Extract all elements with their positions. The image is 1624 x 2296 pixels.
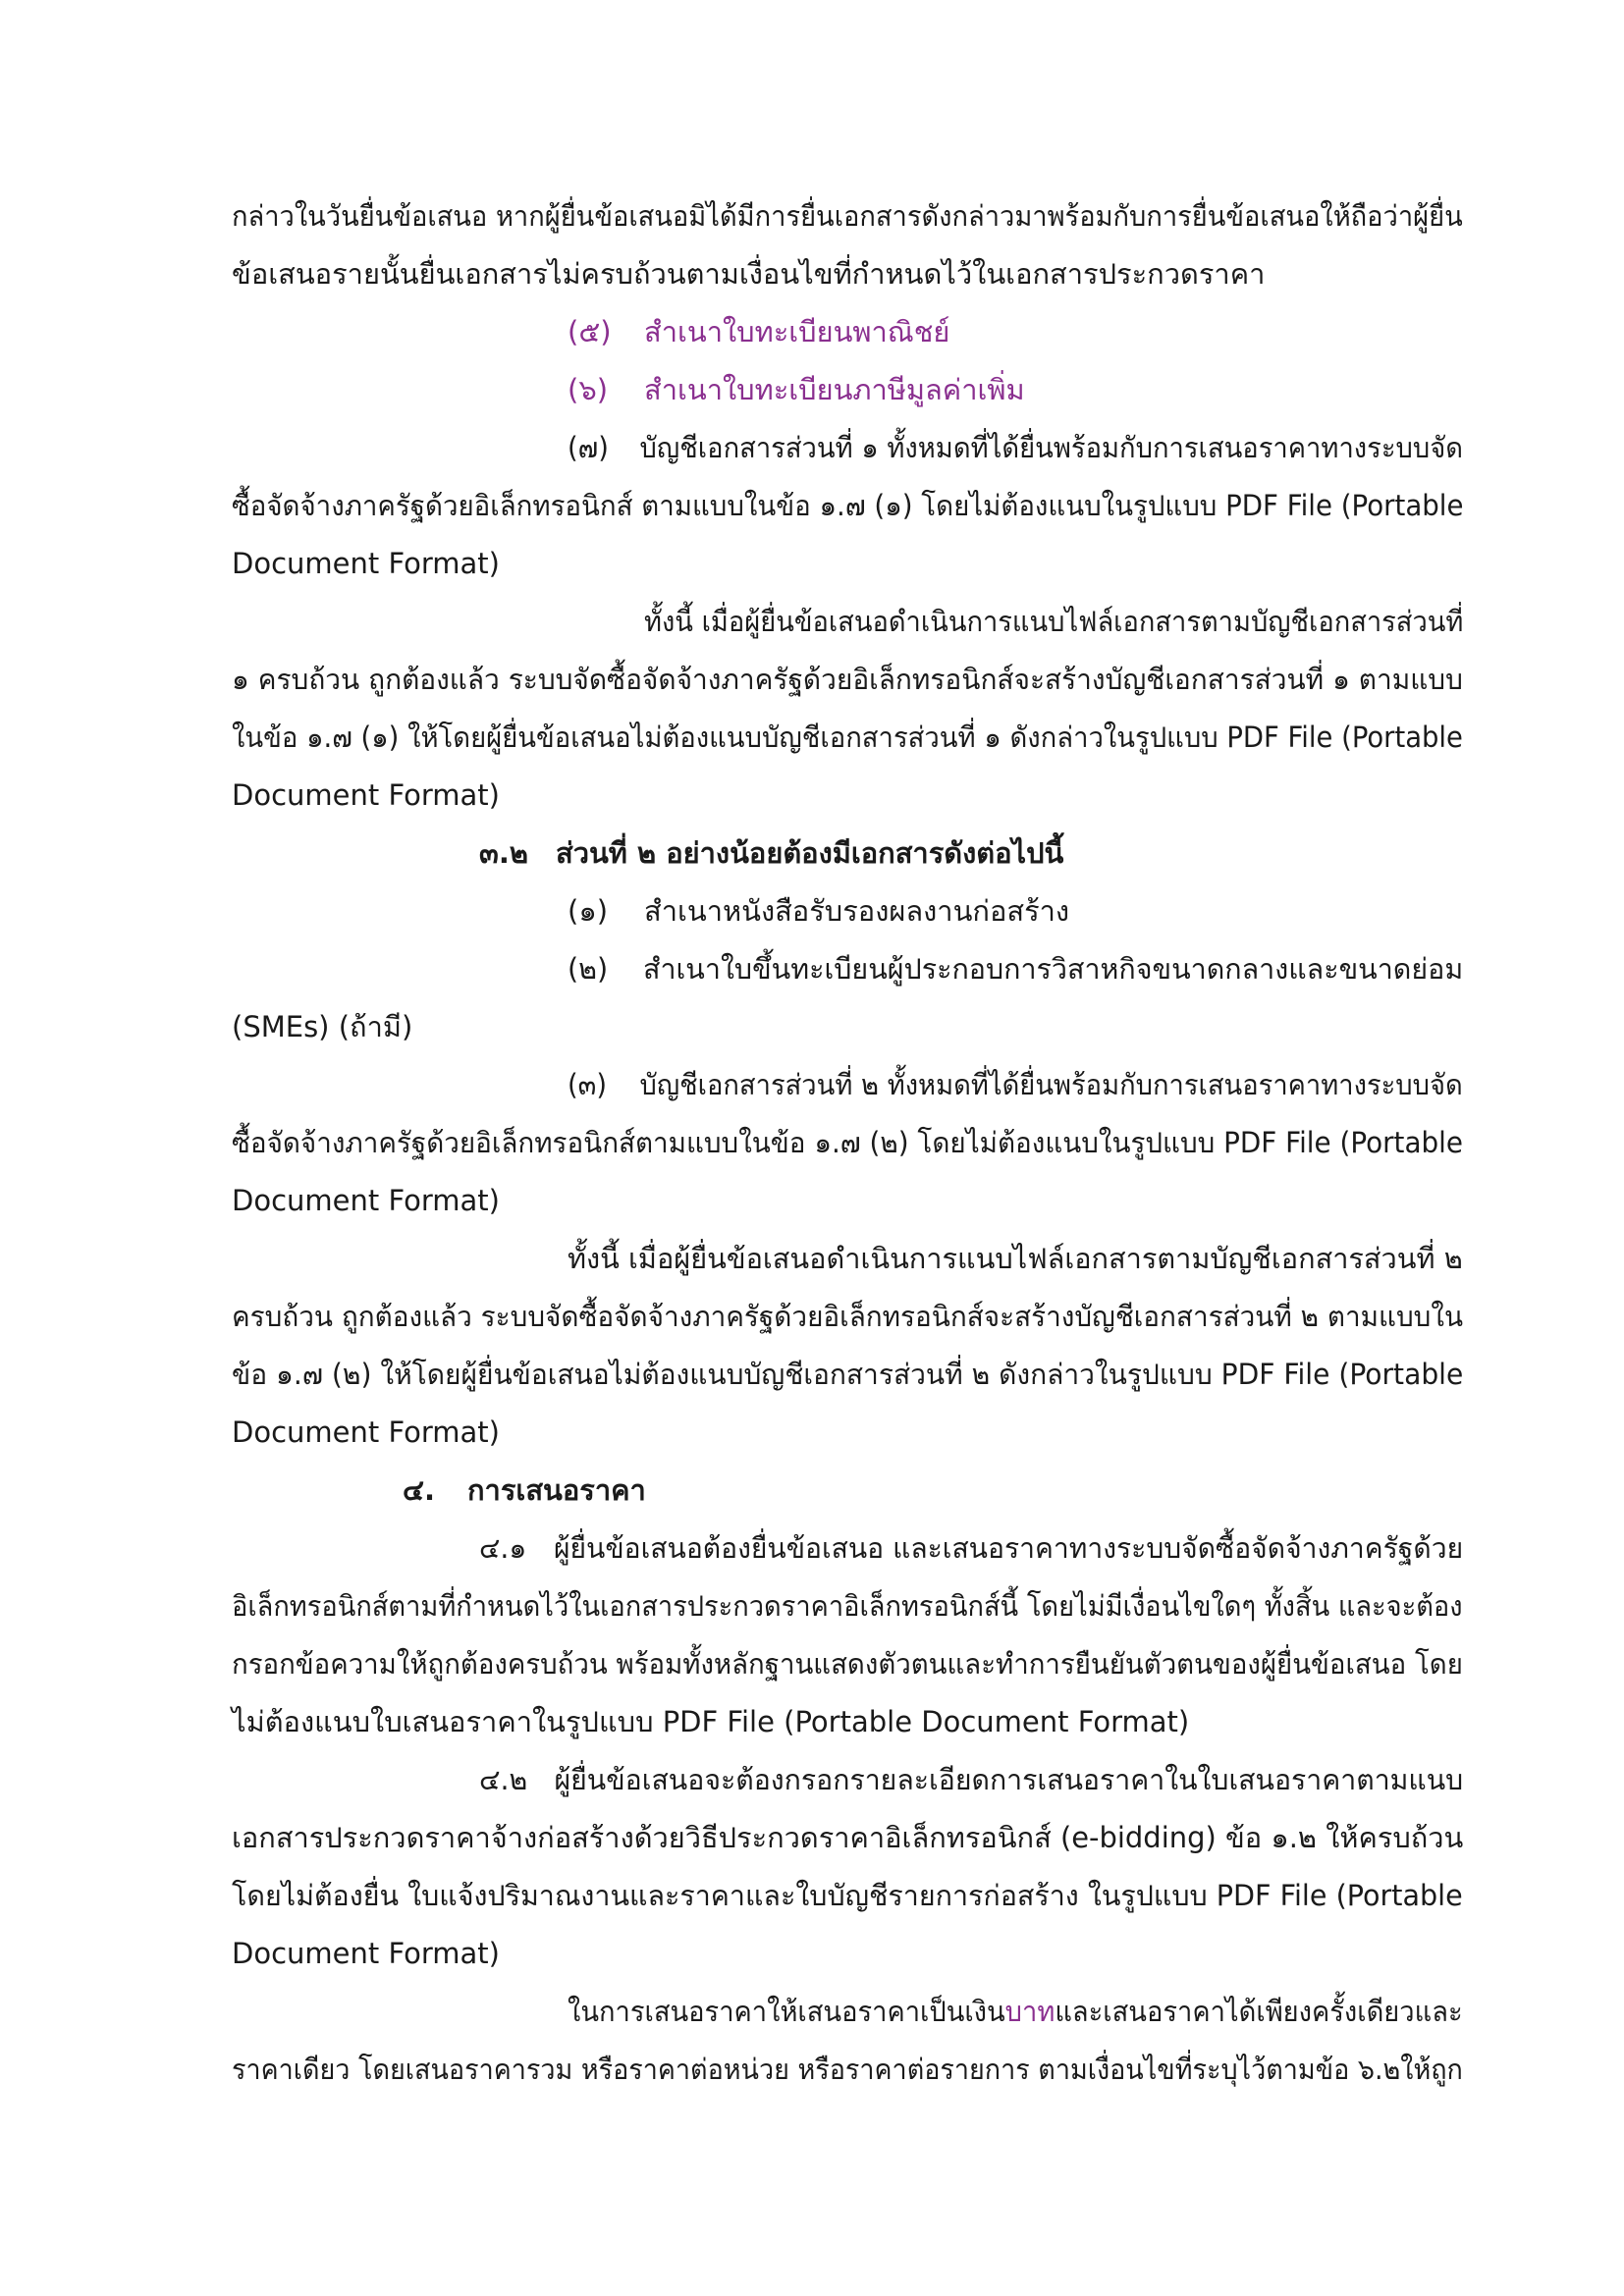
list-item-6 — [568, 370, 1025, 409]
paragraph-line: กรอกข้อความให้ถูกต้องครบถ้วน พร้อมทั้งหลักฐานแสดงตัวตนและทำการยืนยันตัวตนของผู้ยื่นข้อเสนอ โดย — [232, 1647, 1463, 1681]
section-heading-4 — [403, 1470, 646, 1510]
subsection-text: ผู้ยื่นข้อเสนอต้องยื่นข้อเสนอ และเสนอราคาทางระบบจัดซื้อจัดจ้างภาครัฐด้วย — [553, 1531, 1464, 1565]
section-heading-3-2 — [479, 833, 1063, 873]
list-item-number: (๗) — [568, 431, 609, 464]
paragraph-line: Document Format) — [232, 778, 500, 812]
list-item-1 — [568, 891, 1069, 931]
paragraph-line — [568, 1992, 1463, 2031]
section-number: ๔. — [403, 1473, 435, 1507]
subsection-number: ๔.๒ — [479, 1763, 528, 1796]
text-run: ในการเสนอราคาให้เสนอราคาเป็นเงิน — [568, 1995, 1005, 2028]
list-item-text: สำเนาใบขึ้นทะเบียนผู้ประกอบการวิสาหกิจขนาดกลางและขนาดย่อม — [642, 952, 1464, 986]
paragraph-line: (SMEs) (ถ้ามี) — [232, 1010, 413, 1043]
list-item-7 — [568, 428, 1463, 467]
paragraph-line: ไม่ต้องแนบใบเสนอราคาในรูปแบบ PDF File (Portable Document Format) — [232, 1705, 1190, 1738]
paragraph-line: กล่าวในวันยื่นข้อเสนอ หากผู้ยื่นข้อเสนอมิได้มีการยื่นเอกสารดังกล่าวมาพร้อมกับการยื่นข้อเสนอให้ถือว่าผู้ยื่น — [232, 199, 1463, 233]
paragraph-line: Document Format) — [232, 1415, 500, 1449]
currency-highlight: บาท — [1004, 1995, 1056, 2028]
paragraph-line: Document Format) — [232, 547, 500, 580]
paragraph-line: ๑ ครบถ้วน ถูกต้องแล้ว ระบบจัดซื้อจัดจ้างภาครัฐด้วยอิเล็กทรอนิกส์จะสร้างบัญชีเอกสารส่วนที่ ๑ ตามแบบ — [232, 663, 1463, 696]
text-run: และเสนอราคาได้เพียงครั้งเดียวและ — [1055, 1995, 1463, 2028]
paragraph-line: ทั้งนี้ เมื่อผู้ยื่นข้อเสนอดำเนินการแนบไฟล์เอกสารตามบัญชีเอกสารส่วนที่ — [644, 605, 1464, 638]
subsection-text: ผู้ยื่นข้อเสนอจะต้องกรอกรายละเอียดการเสนอราคาในใบเสนอราคาตามแนบ — [554, 1763, 1464, 1796]
list-item-text: สำเนาใบทะเบียนพาณิชย์ — [644, 315, 950, 348]
list-item-text: สำเนาหนังสือรับรองผลงานก่อสร้าง — [644, 894, 1070, 928]
list-item-text: สำเนาใบทะเบียนภาษีมูลค่าเพิ่ม — [644, 373, 1025, 406]
list-item-text: บัญชีเอกสารส่วนที่ ๒ ทั้งหมดที่ได้ยื่นพร้อมกับการเสนอราคาทางระบบจัด — [639, 1068, 1463, 1101]
section-number: ๓.๒ — [479, 836, 528, 870]
subsection-number: ๔.๑ — [479, 1531, 527, 1565]
paragraph-line: Document Format) — [232, 1184, 500, 1217]
paragraph-line: ครบถ้วน ถูกต้องแล้ว ระบบจัดซื้อจัดจ้างภาครัฐด้วยอิเล็กทรอนิกส์จะสร้างบัญชีเอกสารส่วนที่ ๒ ตามแบบใน — [232, 1300, 1464, 1333]
list-item-number: (๖) — [568, 373, 609, 406]
paragraph-line: อิเล็กทรอนิกส์ตามที่กำหนดไว้ในเอกสารประกวดราคาอิเล็กทรอนิกส์นี้ โดยไม่มีเงื่อนไขใดๆ ทั้งสิ้น และจะต้อง — [232, 1589, 1463, 1623]
paragraph-line: ทั้งนี้ เมื่อผู้ยื่นข้อเสนอดำเนินการแนบไฟล์เอกสารตามบัญชีเอกสารส่วนที่ ๒ — [568, 1242, 1463, 1275]
paragraph-line: ซื้อจัดจ้างภาครัฐด้วยอิเล็กทรอนิกส์ ตามแบบในข้อ ๑.๗ (๑) โดยไม่ต้องแนบในรูปแบบ PDF File (Portable — [232, 489, 1464, 522]
list-item-text: บัญชีเอกสารส่วนที่ ๑ ทั้งหมดที่ได้ยื่นพร้อมกับการเสนอราคาทางระบบจัด — [639, 431, 1464, 464]
list-item-number: (๑) — [568, 894, 609, 928]
list-item-3 — [568, 1065, 1463, 1104]
subsection-4-2 — [479, 1760, 1463, 1799]
paragraph-line: ข้อ ๑.๗ (๒) ให้โดยผู้ยื่นข้อเสนอไม่ต้องแนบบัญชีเอกสารส่วนที่ ๒ ดังกล่าวในรูปแบบ PDF File (Portable — [232, 1358, 1464, 1391]
section-title: การเสนอราคา — [467, 1473, 646, 1507]
paragraph-line: Document Format) — [232, 1937, 500, 1970]
list-item-5 — [568, 312, 949, 351]
list-item-number: (๕) — [568, 315, 612, 348]
paragraph-line: ในข้อ ๑.๗ (๑) ให้โดยผู้ยื่นข้อเสนอไม่ต้องแนบบัญชีเอกสารส่วนที่ ๑ ดังกล่าวในรูปแบบ PDF File (Portable — [232, 721, 1463, 754]
subsection-4-1 — [479, 1528, 1463, 1568]
paragraph-line: ซื้อจัดจ้างภาครัฐด้วยอิเล็กทรอนิกส์ตามแบบในข้อ ๑.๗ (๒) โดยไม่ต้องแนบในรูปแบบ PDF File (Portable — [232, 1126, 1463, 1159]
paragraph-line: โดยไม่ต้องยื่น ใบแจ้งปริมาณงานและราคาและใบบัญชีรายการก่อสร้าง ในรูปแบบ PDF File (Portable — [232, 1879, 1463, 1912]
paragraph-line: เอกสารประกวดราคาจ้างก่อสร้างด้วยวิธีประกวดราคาอิเล็กทรอนิกส์ (e-bidding) ข้อ ๑.๒ ให้ครบถ้วน — [232, 1821, 1464, 1854]
list-item-number: (๓) — [568, 1068, 607, 1101]
list-item-number: (๒) — [568, 952, 609, 986]
list-item-2 — [568, 949, 1463, 988]
paragraph-line: ข้อเสนอรายนั้นยื่นเอกสารไม่ครบถ้วนตามเงื่อนไขที่กำหนดไว้ในเอกสารประกวดราคา — [232, 257, 1266, 291]
section-title: ส่วนที่ ๒ อย่างน้อยต้องมีเอกสารดังต่อไปนี้ — [556, 836, 1064, 870]
paragraph-line: ราคาเดียว โดยเสนอราคารวม หรือราคาต่อหน่วย หรือราคาต่อรายการ ตามเงื่อนไขที่ระบุไว้ตามข้อ ๖.๒ให้ถูก — [232, 2053, 1463, 2086]
